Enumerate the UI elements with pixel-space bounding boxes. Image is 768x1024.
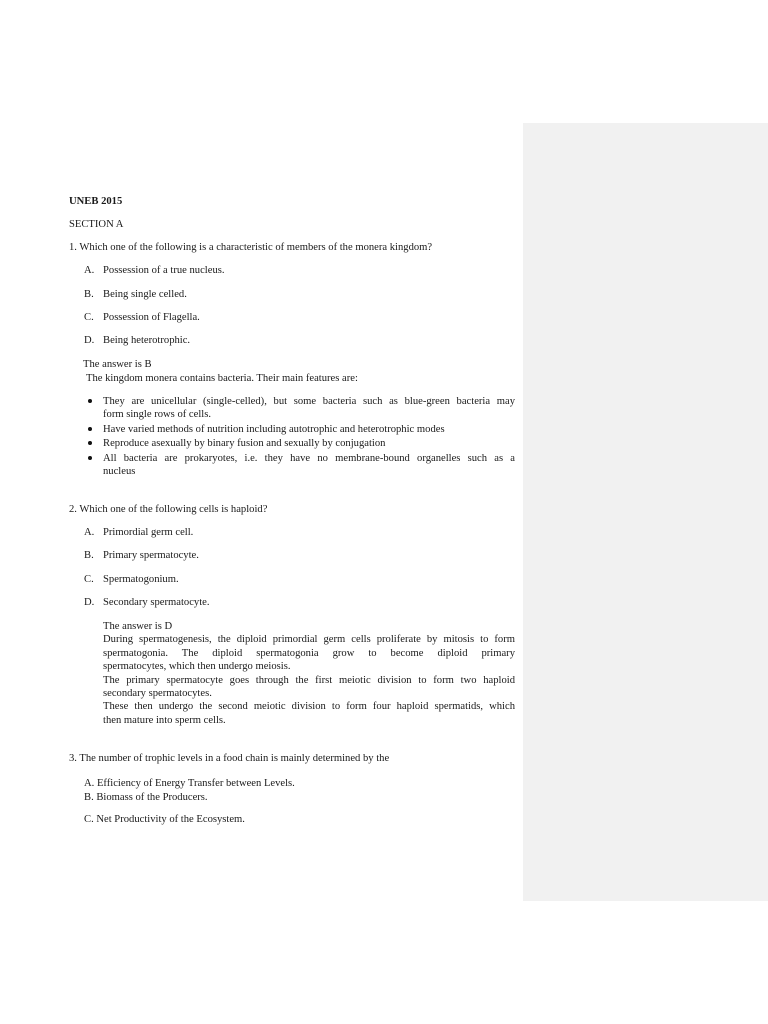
document-heading: UNEB 2015 bbox=[69, 196, 123, 207]
q1-explanation: The kingdom monera contains bacteria. Their main features are: bbox=[86, 373, 358, 384]
q1-bullet-text: They are unicellular (single-celled), but some bacteria such as blue-green bacteria may bbox=[103, 396, 515, 407]
q1-option-letter: B. bbox=[84, 289, 94, 300]
q2-option-letter: C. bbox=[84, 574, 94, 585]
q2-explanation-line: then mature into sperm cells. bbox=[103, 715, 226, 726]
q2-explanation-line: secondary spermatocytes. bbox=[103, 688, 212, 699]
q1-option-letter: D. bbox=[84, 335, 95, 346]
bullet-icon bbox=[88, 399, 92, 403]
q2-answer: The answer is D bbox=[103, 621, 173, 632]
q2-option-text: Primordial germ cell. bbox=[103, 527, 194, 538]
q1-option-text: Possession of a true nucleus. bbox=[103, 265, 225, 276]
q2-option-letter: A. bbox=[84, 527, 95, 538]
q2-option-letter: D. bbox=[84, 597, 95, 608]
q3-option: C. Net Productivity of the Ecosystem. bbox=[84, 814, 245, 825]
q3-option: B. Biomass of the Producers. bbox=[84, 792, 208, 803]
bullet-icon bbox=[88, 427, 92, 431]
q1-bullet-text: Reproduce asexually by binary fusion and sexually by conjugation bbox=[103, 438, 386, 449]
bullet-icon bbox=[88, 441, 92, 445]
q2-option-text: Primary spermatocyte. bbox=[103, 550, 199, 561]
q2-explanation-line: During spermatogenesis, the diploid primordial germ cells proliferate by mitosis to form bbox=[103, 634, 515, 645]
q1-option-text: Being single celled. bbox=[103, 289, 187, 300]
q1-question: 1. Which one of the following is a characteristic of members of the monera kingdom? bbox=[69, 242, 433, 253]
q1-answer: The answer is B bbox=[83, 359, 152, 370]
bullet-icon bbox=[88, 456, 92, 460]
q3-option: A. Efficiency of Energy Transfer between Levels. bbox=[84, 778, 295, 789]
q2-option-letter: B. bbox=[84, 550, 94, 561]
q2-option-text: Spermatogonium. bbox=[103, 574, 179, 585]
comment-pane bbox=[523, 123, 768, 901]
q2-explanation-line: spermatocytes, which then undergo meiosis. bbox=[103, 661, 291, 672]
q2-explanation-line: The primary spermatocyte goes through the first meiotic division to form two haploid bbox=[103, 675, 515, 686]
q1-bullet-text: All bacteria are prokaryotes, i.e. they have no membrane-bound organelles such as a bbox=[103, 453, 515, 464]
q1-option-letter: A. bbox=[84, 265, 95, 276]
q1-bullet-text: form single rows of cells. bbox=[103, 409, 211, 420]
q2-question: 2. Which one of the following cells is haploid? bbox=[69, 504, 268, 515]
q2-option-text: Secondary spermatocyte. bbox=[103, 597, 210, 608]
q1-bullet-text: Have varied methods of nutrition including autotrophic and heterotrophic modes bbox=[103, 424, 445, 435]
q2-explanation-line: spermatogonia. The diploid spermatogonia grow to become diploid primary bbox=[103, 648, 515, 659]
section-title: SECTION A bbox=[69, 219, 124, 230]
q1-option-text: Being heterotrophic. bbox=[103, 335, 191, 346]
q1-option-text: Possession of Flagella. bbox=[103, 312, 200, 323]
q1-bullet-text: nucleus bbox=[103, 466, 136, 477]
q2-explanation-line: These then undergo the second meiotic division to form four haploid spermatids, which bbox=[103, 701, 515, 712]
q1-option-letter: C. bbox=[84, 312, 94, 323]
q3-question: 3. The number of trophic levels in a food chain is mainly determined by the bbox=[69, 753, 390, 764]
